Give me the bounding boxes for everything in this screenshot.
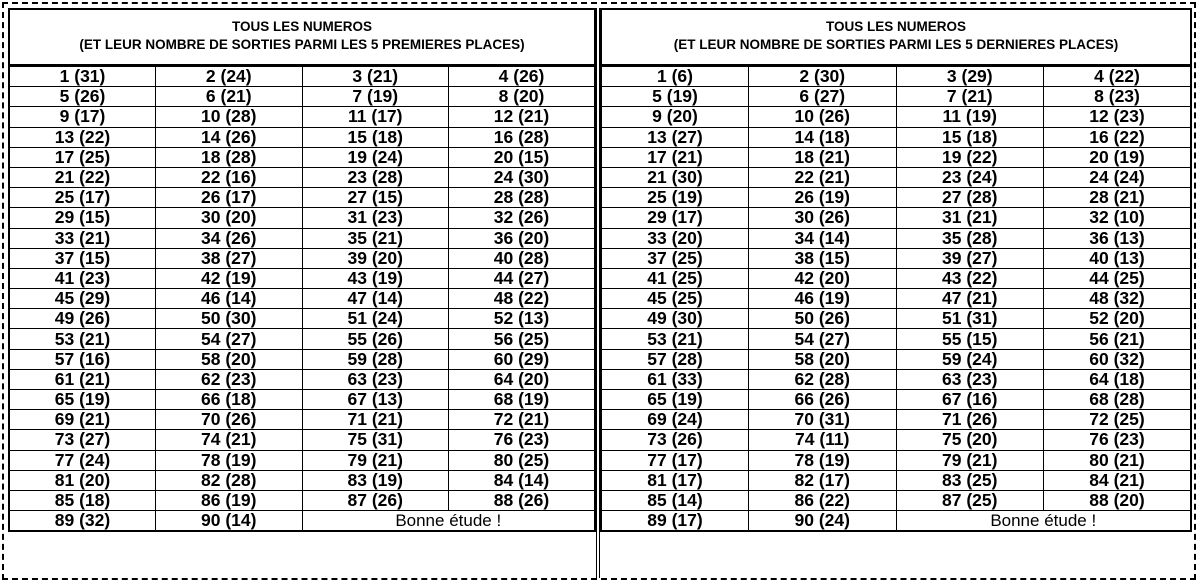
number-cell: 74 (21) xyxy=(156,430,303,450)
number-cell: 9 (20) xyxy=(601,107,749,127)
number-cell: 33 (21) xyxy=(9,228,156,248)
table-row xyxy=(9,490,595,510)
left-panel xyxy=(8,8,596,578)
table-row xyxy=(9,147,595,167)
table-row xyxy=(601,410,1191,430)
number-cell: 44 (25) xyxy=(1044,268,1192,288)
table-row xyxy=(601,329,1191,349)
number-cell: 45 (29) xyxy=(9,289,156,309)
number-cell: 42 (20) xyxy=(749,268,897,288)
number-cell: 72 (25) xyxy=(1044,410,1192,430)
number-cell: 29 (17) xyxy=(601,208,749,228)
number-cell: 40 (28) xyxy=(449,248,596,268)
table-row xyxy=(601,309,1191,329)
number-cell: 48 (22) xyxy=(449,289,596,309)
number-cell: 42 (19) xyxy=(156,268,303,288)
number-cell: 59 (28) xyxy=(302,349,449,369)
table-row xyxy=(601,66,1191,87)
table-row xyxy=(9,329,595,349)
number-cell: 53 (21) xyxy=(9,329,156,349)
number-cell: 43 (19) xyxy=(302,268,449,288)
number-cell: 77 (17) xyxy=(601,450,749,470)
number-cell: 87 (25) xyxy=(896,490,1044,510)
number-cell: 84 (14) xyxy=(449,470,596,490)
table-row xyxy=(9,390,595,410)
number-cell: 90 (24) xyxy=(749,511,897,532)
number-cell: 31 (21) xyxy=(896,208,1044,228)
right-header xyxy=(600,8,1192,64)
number-cell: 71 (26) xyxy=(896,410,1044,430)
number-cell: 30 (20) xyxy=(156,208,303,228)
table-row xyxy=(601,248,1191,268)
number-cell: 39 (20) xyxy=(302,248,449,268)
number-cell: 55 (15) xyxy=(896,329,1044,349)
number-cell: 49 (26) xyxy=(9,309,156,329)
number-cell: 47 (14) xyxy=(302,289,449,309)
number-cell: 67 (13) xyxy=(302,390,449,410)
number-cell: 5 (26) xyxy=(9,87,156,107)
table-row xyxy=(601,107,1191,127)
number-cell: 7 (19) xyxy=(302,87,449,107)
number-cell: 11 (19) xyxy=(896,107,1044,127)
number-cell: 23 (28) xyxy=(302,167,449,187)
number-cell: 38 (27) xyxy=(156,248,303,268)
number-cell: 82 (28) xyxy=(156,470,303,490)
number-cell: 76 (23) xyxy=(1044,430,1192,450)
number-cell: 56 (21) xyxy=(1044,329,1192,349)
number-cell: 6 (27) xyxy=(749,87,897,107)
number-cell: 61 (21) xyxy=(9,369,156,389)
left-header xyxy=(8,8,596,64)
closing-message: Bonne étude ! xyxy=(896,511,1191,532)
number-cell: 83 (25) xyxy=(896,470,1044,490)
number-cell: 23 (24) xyxy=(896,167,1044,187)
table-row xyxy=(601,390,1191,410)
number-cell: 29 (15) xyxy=(9,208,156,228)
table-row xyxy=(601,208,1191,228)
number-cell: 41 (25) xyxy=(601,268,749,288)
table-row xyxy=(601,127,1191,147)
number-cell: 7 (21) xyxy=(896,87,1044,107)
number-cell: 49 (30) xyxy=(601,309,749,329)
table-row xyxy=(9,87,595,107)
number-cell: 80 (21) xyxy=(1044,450,1192,470)
number-cell: 28 (28) xyxy=(449,188,596,208)
table-row xyxy=(601,87,1191,107)
number-cell: 27 (28) xyxy=(896,188,1044,208)
table-row xyxy=(601,268,1191,288)
table-row xyxy=(9,268,595,288)
number-cell: 41 (23) xyxy=(9,268,156,288)
table-row xyxy=(9,430,595,450)
number-cell: 57 (28) xyxy=(601,349,749,369)
number-cell: 4 (22) xyxy=(1044,66,1192,87)
number-cell: 89 (32) xyxy=(9,511,156,532)
number-cell: 74 (11) xyxy=(749,430,897,450)
number-cell: 13 (27) xyxy=(601,127,749,147)
number-cell: 58 (20) xyxy=(156,349,303,369)
table-row xyxy=(601,349,1191,369)
table-row xyxy=(9,107,595,127)
number-cell: 56 (25) xyxy=(449,329,596,349)
number-cell: 73 (27) xyxy=(9,430,156,450)
number-cell: 57 (16) xyxy=(9,349,156,369)
number-cell: 32 (10) xyxy=(1044,208,1192,228)
number-cell: 19 (24) xyxy=(302,147,449,167)
number-cell: 71 (21) xyxy=(302,410,449,430)
right-number-grid xyxy=(600,64,1192,532)
number-cell: 3 (21) xyxy=(302,66,449,87)
number-cell: 53 (21) xyxy=(601,329,749,349)
number-cell: 28 (21) xyxy=(1044,188,1192,208)
left-title: TOUS LES NUMEROS xyxy=(231,19,373,34)
number-cell: 26 (17) xyxy=(156,188,303,208)
table-row xyxy=(601,511,1191,532)
number-cell: 69 (24) xyxy=(601,410,749,430)
number-cell: 85 (18) xyxy=(9,490,156,510)
table-row xyxy=(9,208,595,228)
number-cell: 26 (19) xyxy=(749,188,897,208)
number-cell: 40 (13) xyxy=(1044,248,1192,268)
number-cell: 16 (28) xyxy=(449,127,596,147)
number-cell: 34 (26) xyxy=(156,228,303,248)
number-cell: 5 (19) xyxy=(601,87,749,107)
table-row xyxy=(9,369,595,389)
number-cell: 81 (17) xyxy=(601,470,749,490)
table-row xyxy=(601,430,1191,450)
number-cell: 75 (31) xyxy=(302,430,449,450)
number-cell: 20 (15) xyxy=(449,147,596,167)
number-cell: 68 (19) xyxy=(449,390,596,410)
number-cell: 15 (18) xyxy=(302,127,449,147)
number-cell: 46 (14) xyxy=(156,289,303,309)
table-row xyxy=(9,228,595,248)
table-row xyxy=(9,450,595,470)
number-cell: 47 (21) xyxy=(896,289,1044,309)
number-cell: 60 (29) xyxy=(449,349,596,369)
number-cell: 33 (20) xyxy=(601,228,749,248)
number-cell: 10 (28) xyxy=(156,107,303,127)
number-cell: 78 (19) xyxy=(156,450,303,470)
number-cell: 65 (19) xyxy=(9,390,156,410)
number-cell: 82 (17) xyxy=(749,470,897,490)
number-cell: 48 (32) xyxy=(1044,289,1192,309)
number-cell: 18 (28) xyxy=(156,147,303,167)
number-cell: 72 (21) xyxy=(449,410,596,430)
number-cell: 88 (20) xyxy=(1044,490,1192,510)
number-cell: 81 (20) xyxy=(9,470,156,490)
number-cell: 19 (22) xyxy=(896,147,1044,167)
number-cell: 58 (20) xyxy=(749,349,897,369)
number-cell: 6 (21) xyxy=(156,87,303,107)
table-row xyxy=(9,511,595,532)
table-row xyxy=(601,289,1191,309)
right-title: TOUS LES NUMEROS xyxy=(825,19,967,34)
number-cell: 35 (28) xyxy=(896,228,1044,248)
number-cell: 44 (27) xyxy=(449,268,596,288)
number-cell: 25 (17) xyxy=(9,188,156,208)
number-cell: 27 (15) xyxy=(302,188,449,208)
number-cell: 86 (19) xyxy=(156,490,303,510)
number-cell: 86 (22) xyxy=(749,490,897,510)
number-cell: 8 (20) xyxy=(449,87,596,107)
number-cell: 89 (17) xyxy=(601,511,749,532)
number-cell: 21 (22) xyxy=(9,167,156,187)
number-cell: 64 (18) xyxy=(1044,369,1192,389)
number-cell: 39 (27) xyxy=(896,248,1044,268)
number-cell: 85 (14) xyxy=(601,490,749,510)
number-cell: 17 (25) xyxy=(9,147,156,167)
number-cell: 68 (28) xyxy=(1044,390,1192,410)
left-subtitle: (ET LEUR NOMBRE DE SORTIES PARMI LES 5 PREMIERES PLACES) xyxy=(79,37,525,52)
number-cell: 37 (25) xyxy=(601,248,749,268)
number-cell: 77 (24) xyxy=(9,450,156,470)
number-cell: 11 (17) xyxy=(302,107,449,127)
number-cell: 1 (31) xyxy=(9,66,156,87)
number-cell: 24 (30) xyxy=(449,167,596,187)
number-cell: 38 (15) xyxy=(749,248,897,268)
number-cell: 83 (19) xyxy=(302,470,449,490)
table-row xyxy=(601,470,1191,490)
number-cell: 59 (24) xyxy=(896,349,1044,369)
number-cell: 17 (21) xyxy=(601,147,749,167)
number-cell: 69 (21) xyxy=(9,410,156,430)
number-cell: 50 (26) xyxy=(749,309,897,329)
table-row xyxy=(9,167,595,187)
number-cell: 54 (27) xyxy=(749,329,897,349)
number-cell: 75 (20) xyxy=(896,430,1044,450)
number-cell: 14 (26) xyxy=(156,127,303,147)
number-cell: 62 (23) xyxy=(156,369,303,389)
number-cell: 66 (18) xyxy=(156,390,303,410)
table-row xyxy=(601,369,1191,389)
number-cell: 24 (24) xyxy=(1044,167,1192,187)
table-row xyxy=(9,127,595,147)
number-cell: 62 (28) xyxy=(749,369,897,389)
number-cell: 9 (17) xyxy=(9,107,156,127)
number-cell: 79 (21) xyxy=(302,450,449,470)
number-cell: 88 (26) xyxy=(449,490,596,510)
number-cell: 52 (20) xyxy=(1044,309,1192,329)
right-subtitle: (ET LEUR NOMBRE DE SORTIES PARMI LES 5 DERNIERES PLACES) xyxy=(673,37,1119,52)
number-cell: 61 (33) xyxy=(601,369,749,389)
left-number-grid xyxy=(8,64,596,532)
number-cell: 20 (19) xyxy=(1044,147,1192,167)
number-cell: 65 (19) xyxy=(601,390,749,410)
number-cell: 32 (26) xyxy=(449,208,596,228)
number-cell: 79 (21) xyxy=(896,450,1044,470)
number-cell: 64 (20) xyxy=(449,369,596,389)
number-cell: 3 (29) xyxy=(896,66,1044,87)
number-cell: 78 (19) xyxy=(749,450,897,470)
number-cell: 2 (24) xyxy=(156,66,303,87)
number-cell: 30 (26) xyxy=(749,208,897,228)
number-cell: 37 (15) xyxy=(9,248,156,268)
number-cell: 2 (30) xyxy=(749,66,897,87)
table-row xyxy=(9,410,595,430)
stats-sheet xyxy=(2,2,1196,580)
number-cell: 22 (21) xyxy=(749,167,897,187)
number-cell: 67 (16) xyxy=(896,390,1044,410)
number-cell: 51 (31) xyxy=(896,309,1044,329)
right-panel xyxy=(600,8,1192,578)
table-row xyxy=(601,167,1191,187)
number-cell: 25 (19) xyxy=(601,188,749,208)
table-row xyxy=(601,188,1191,208)
table-row xyxy=(9,188,595,208)
number-cell: 46 (19) xyxy=(749,289,897,309)
number-cell: 36 (13) xyxy=(1044,228,1192,248)
number-cell: 13 (22) xyxy=(9,127,156,147)
number-cell: 36 (20) xyxy=(449,228,596,248)
number-cell: 35 (21) xyxy=(302,228,449,248)
number-cell: 52 (13) xyxy=(449,309,596,329)
table-row xyxy=(9,289,595,309)
table-row xyxy=(601,490,1191,510)
number-cell: 22 (16) xyxy=(156,167,303,187)
number-cell: 63 (23) xyxy=(302,369,449,389)
number-cell: 80 (25) xyxy=(449,450,596,470)
number-cell: 70 (31) xyxy=(749,410,897,430)
closing-message: Bonne étude ! xyxy=(302,511,595,532)
table-row xyxy=(9,309,595,329)
table-row xyxy=(601,450,1191,470)
number-cell: 50 (30) xyxy=(156,309,303,329)
table-row xyxy=(601,147,1191,167)
number-cell: 31 (23) xyxy=(302,208,449,228)
number-cell: 14 (18) xyxy=(749,127,897,147)
number-cell: 10 (26) xyxy=(749,107,897,127)
number-cell: 63 (23) xyxy=(896,369,1044,389)
number-cell: 16 (22) xyxy=(1044,127,1192,147)
table-row xyxy=(601,228,1191,248)
number-cell: 34 (14) xyxy=(749,228,897,248)
number-cell: 87 (26) xyxy=(302,490,449,510)
number-cell: 45 (25) xyxy=(601,289,749,309)
number-cell: 51 (24) xyxy=(302,309,449,329)
number-cell: 43 (22) xyxy=(896,268,1044,288)
number-cell: 90 (14) xyxy=(156,511,303,532)
number-cell: 73 (26) xyxy=(601,430,749,450)
number-cell: 21 (30) xyxy=(601,167,749,187)
number-cell: 18 (21) xyxy=(749,147,897,167)
number-cell: 60 (32) xyxy=(1044,349,1192,369)
number-cell: 76 (23) xyxy=(449,430,596,450)
table-row xyxy=(9,470,595,490)
number-cell: 54 (27) xyxy=(156,329,303,349)
number-cell: 66 (26) xyxy=(749,390,897,410)
number-cell: 12 (21) xyxy=(449,107,596,127)
number-cell: 84 (21) xyxy=(1044,470,1192,490)
number-cell: 12 (23) xyxy=(1044,107,1192,127)
number-cell: 4 (26) xyxy=(449,66,596,87)
table-row xyxy=(9,66,595,87)
table-row xyxy=(9,349,595,369)
number-cell: 8 (23) xyxy=(1044,87,1192,107)
number-cell: 55 (26) xyxy=(302,329,449,349)
table-row xyxy=(9,248,595,268)
number-cell: 1 (6) xyxy=(601,66,749,87)
number-cell: 70 (26) xyxy=(156,410,303,430)
number-cell: 15 (18) xyxy=(896,127,1044,147)
